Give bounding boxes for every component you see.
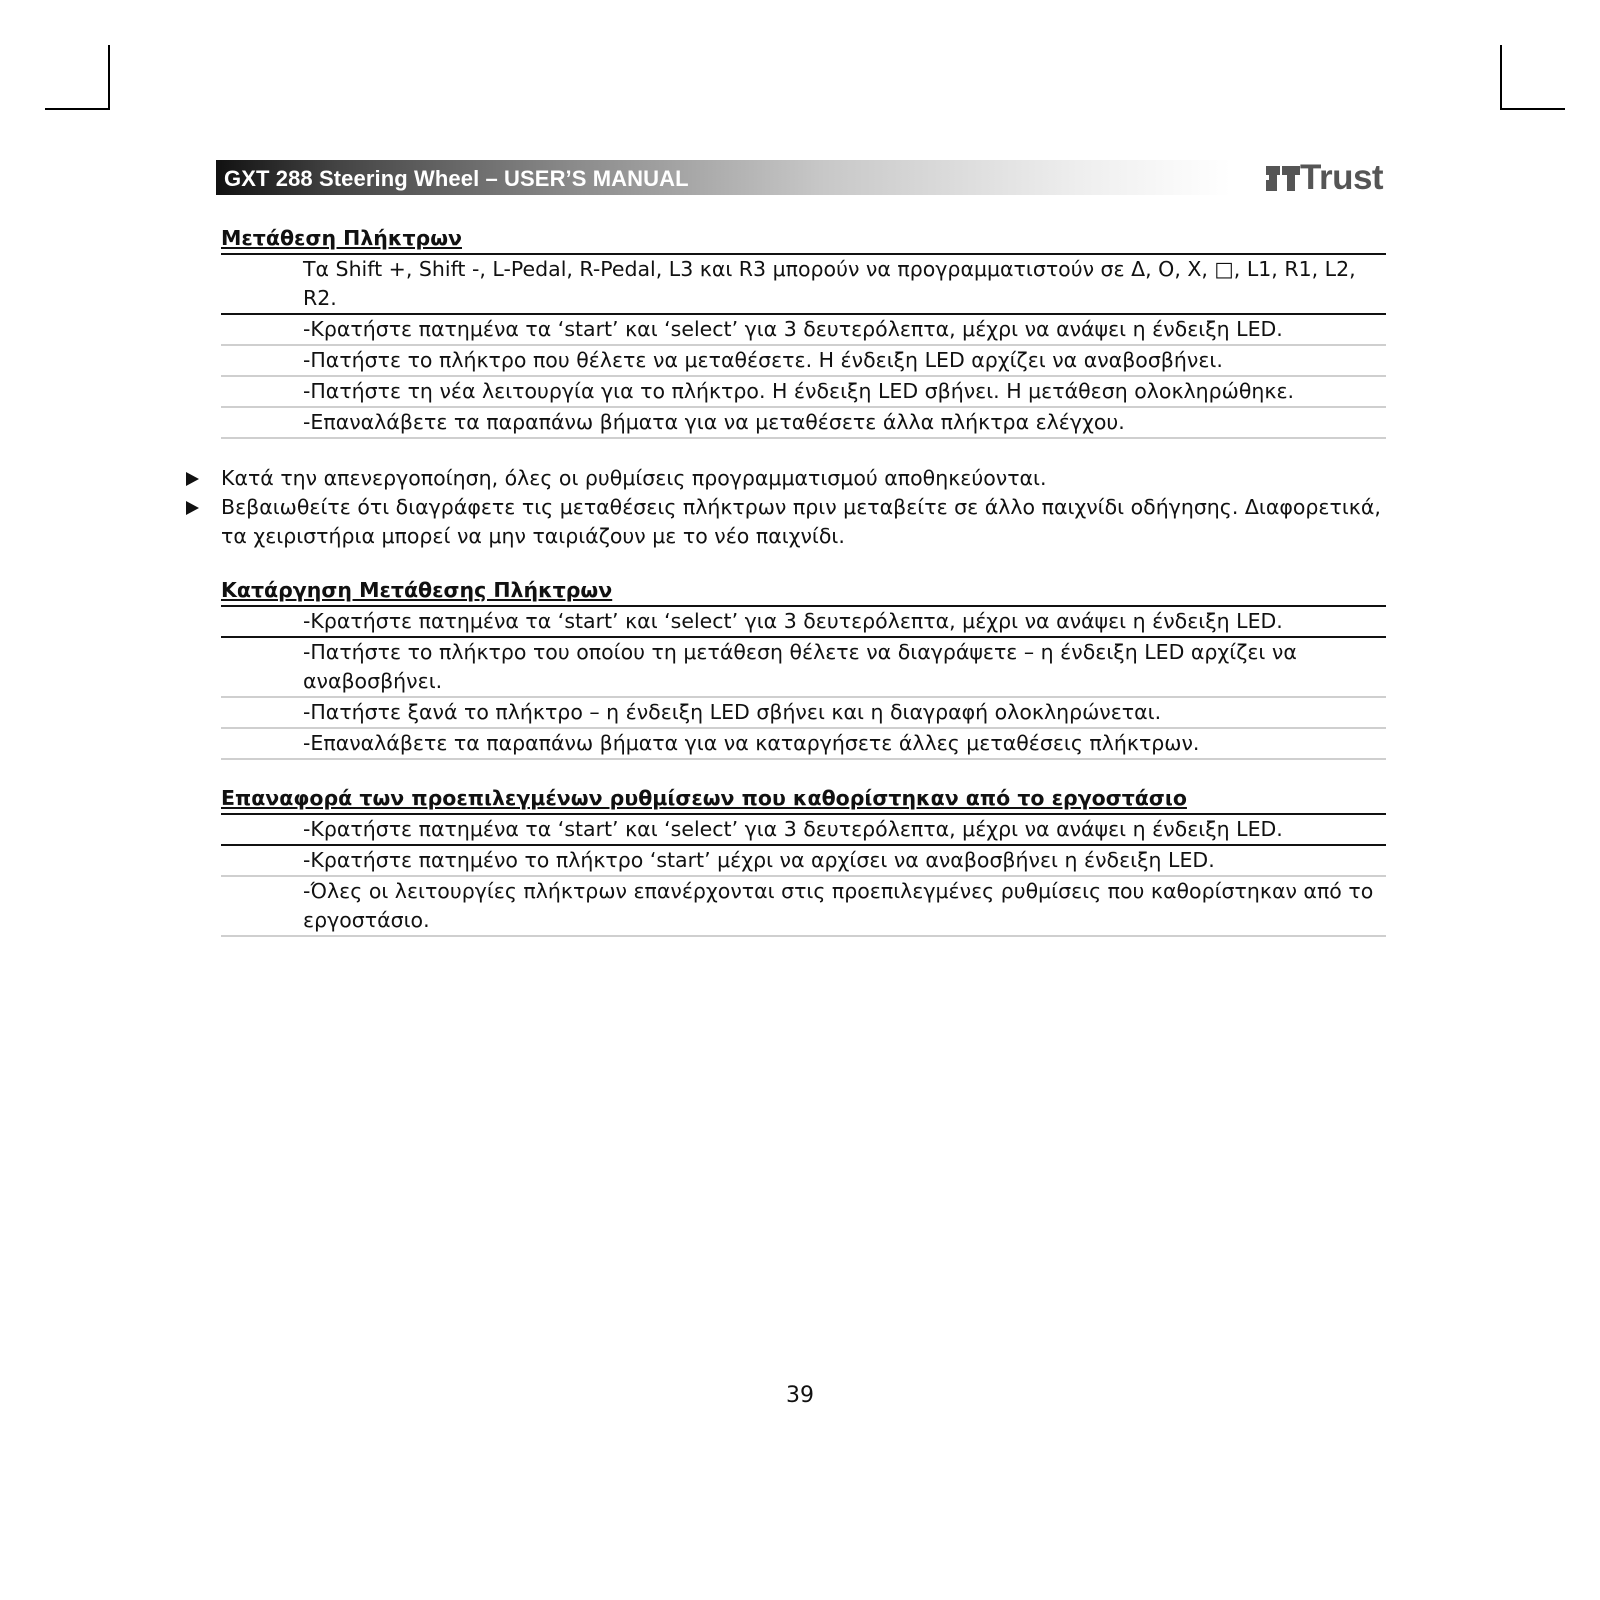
crop-mark-top-left-horizontal bbox=[45, 108, 110, 110]
list-item: -Πατήστε ξανά το πλήκτρο – η ένδειξη LED σβήνει και η διαγραφή ολοκληρώνεται. bbox=[221, 698, 1386, 729]
trust-logo-icon bbox=[1266, 162, 1300, 194]
notes-list bbox=[186, 464, 1386, 551]
trust-logo-text: Trust bbox=[1300, 158, 1384, 197]
trust-logo bbox=[1266, 160, 1383, 195]
crop-mark-top-left-vertical bbox=[108, 45, 110, 110]
list-item: -Κρατήστε πατημένα τα ‘start’ και ‘select’ για 3 δευτερόλεπτα, μέχρι να ανάψει η ένδειξη LED. bbox=[221, 607, 1386, 638]
crop-mark-top-right-horizontal bbox=[1500, 108, 1565, 110]
list-item: -Όλες οι λειτουργίες πλήκτρων επανέρχονται στις προεπιλεγμένες ρυθμίσεις που καθορίστηκαν από το εργοστάσιο. bbox=[221, 877, 1386, 937]
list-item: -Κρατήστε πατημένο το πλήκτρο ‘start’ μέχρι να αρχίσει να αναβοσβήνει η ένδειξη LED. bbox=[221, 846, 1386, 877]
section-heading: Κατάργηση Μετάθεσης Πλήκτρων bbox=[221, 576, 1386, 607]
section-heading: Επαναφορά των προεπιλεγμένων ρυθμίσεων που καθορίστηκαν από το εργοστάσιο bbox=[221, 784, 1386, 815]
list-item: -Πατήστε τη νέα λειτουργία για το πλήκτρο. Η ένδειξη LED σβήνει. Η μετάθεση ολοκληρώθηκε. bbox=[221, 377, 1386, 408]
note-item bbox=[186, 493, 1386, 551]
section-heading: Μετάθεση Πλήκτρων bbox=[221, 224, 1386, 255]
list-item: -Επαναλάβετε τα παραπάνω βήματα για να μεταθέσετε άλλα πλήκτρα ελέγχου. bbox=[221, 408, 1386, 439]
crop-mark-top-right-vertical bbox=[1500, 45, 1502, 110]
list-item: -Πατήστε το πλήκτρο που θέλετε να μεταθέσετε. Η ένδειξη LED αρχίζει να αναβοσβήνει. bbox=[221, 346, 1386, 377]
note-text: Βεβαιωθείτε ότι διαγράφετε τις μεταθέσεις πλήκτρων πριν μεταβείτε σε άλλο παιχνίδι οδήγησης. Διαφορετικά, τα χειριστήρια μπορεί να μην ταιριάζουν με το νέο παιχνίδι. bbox=[221, 495, 1381, 548]
list-item: -Κρατήστε πατημένα τα ‘start’ και ‘select’ για 3 δευτερόλεπτα, μέχρι να ανάψει η ένδειξη LED. bbox=[221, 815, 1386, 846]
bullet-arrow-icon bbox=[186, 501, 199, 515]
note-item bbox=[186, 464, 1386, 493]
section-cancel-remapping bbox=[221, 576, 1386, 760]
section-factory-reset bbox=[221, 784, 1386, 937]
page-header-title: GXT 288 Steering Wheel – USER’S MANUAL bbox=[224, 166, 689, 191]
list-item: Τα Shift +, Shift -, L-Pedal, R-Pedal, L3 και R3 μπορούν να προγραμματιστούν σε Δ, Ο, Χ, □, L1, R1, L2, R2. bbox=[221, 255, 1386, 315]
list-item: -Κρατήστε πατημένα τα ‘start’ και ‘select’ για 3 δευτερόλεπτα, μέχρι να ανάψει η ένδειξη LED. bbox=[221, 315, 1386, 346]
bullet-arrow-icon bbox=[186, 472, 199, 486]
section-key-remapping bbox=[221, 224, 1386, 439]
list-item: -Πατήστε το πλήκτρο του οποίου τη μετάθεση θέλετε να διαγράψετε – η ένδειξη LED αρχίζει να αναβοσβήνει. bbox=[221, 638, 1386, 698]
list-item: -Επαναλάβετε τα παραπάνω βήματα για να καταργήσετε άλλες μεταθέσεις πλήκτρων. bbox=[221, 729, 1386, 760]
page-number: 39 bbox=[786, 1383, 814, 1408]
note-text: Κατά την απενεργοποίηση, όλες οι ρυθμίσεις προγραμματισμού αποθηκεύονται. bbox=[221, 466, 1047, 490]
